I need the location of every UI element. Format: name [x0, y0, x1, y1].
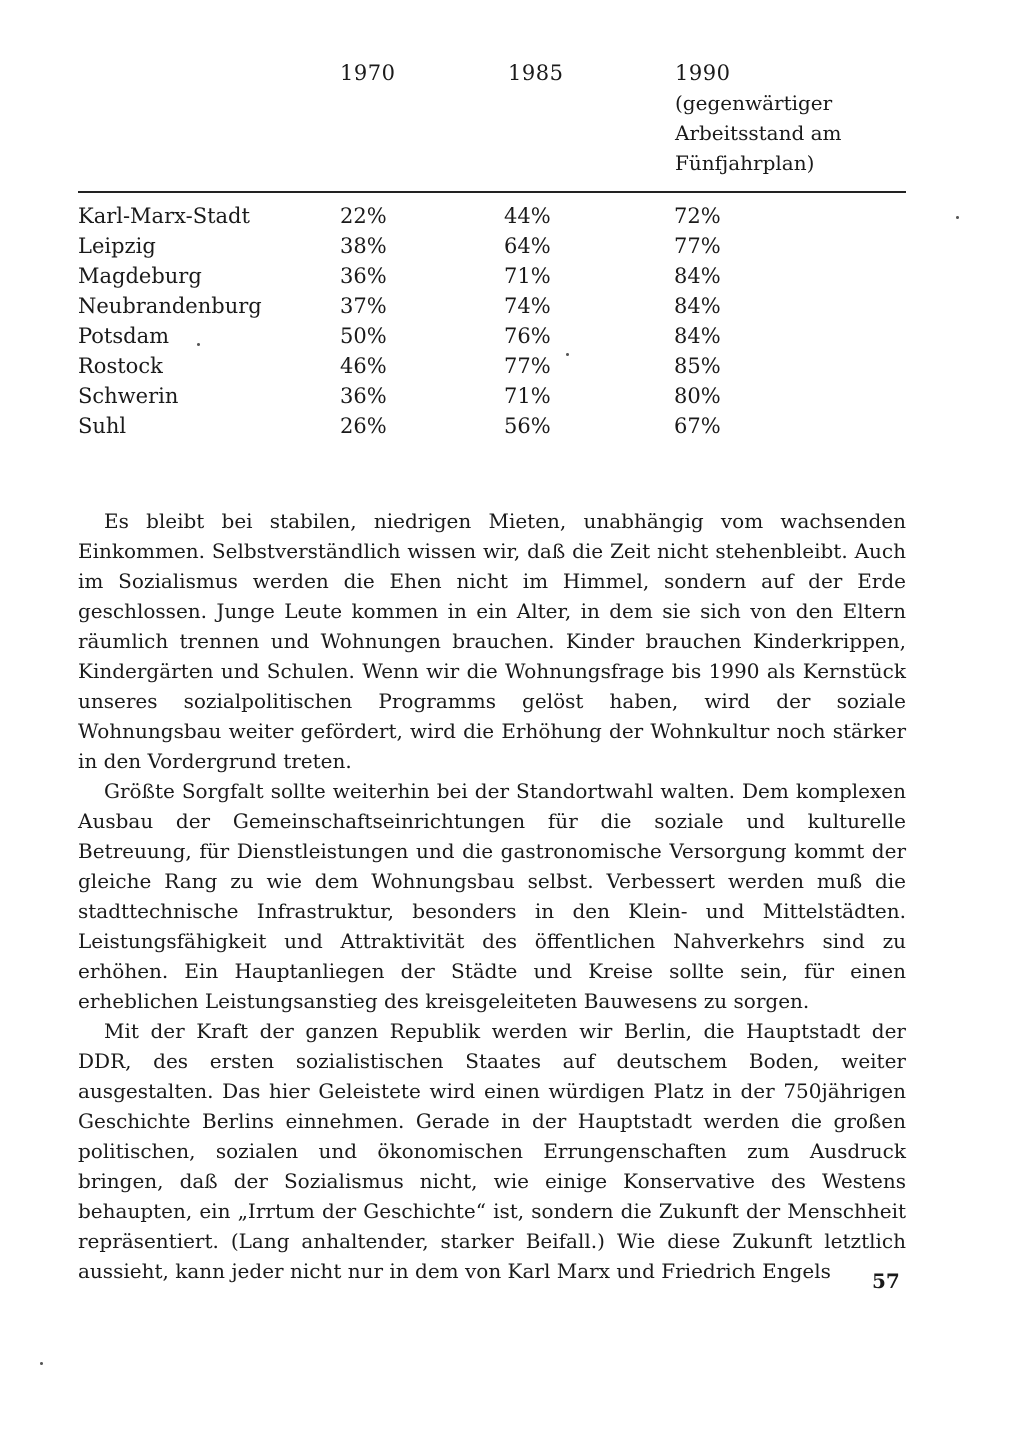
table-row: [78, 201, 908, 231]
table-body: [78, 201, 908, 441]
row-value-1985: 77%: [504, 354, 551, 378]
row-value-1970: 22%: [340, 204, 387, 228]
row-value-1990: 67%: [674, 414, 721, 438]
column-header-1990-note: (gegenwärtiger Arbeitsstand am Fünfjahrplan): [675, 91, 842, 175]
row-value-1985: 76%: [504, 324, 551, 348]
row-city: Suhl: [78, 414, 127, 438]
paragraph: Mit der Kraft der ganzen Republik werden wir Berlin, die Hauptstadt der DDR, des ersten sozialistischen Staates auf deutschem Boden, weiter ausgestalten. Das hier Geleistete wird einen würdigen Platz in der 750jährigen Geschichte Berlins einnehmen. Gerade in der Hauptstadt werden die großen politischen, sozialen und ökonomischen Errungenschaften zum Ausdruck bringen, daß der Sozialismus nicht, wie einige Konservative des Westens behaupten, ein „Irrtum der Geschichte“ ist, sondern die Zukunft der Menschheit repräsentiert. (Lang anhaltender, starker Beifall.) Wie diese Zukunft letztlich aussieht, kann jeder nicht nur in dem von Karl Marx und Friedrich Engels: [78, 1019, 906, 1283]
row-value-1990: 77%: [674, 234, 721, 258]
row-value-1990: 85%: [674, 354, 721, 378]
scan-speck: [956, 216, 959, 219]
paragraph: Es bleibt bei stabilen, niedrigen Mieten, unabhängig vom wachsenden Einkommen. Selbstverständlich wissen wir, daß die Zeit nicht stehenbleibt. Auch im Sozialismus werden die Ehen nicht im Himmel, sondern auf der Erde geschlossen. Junge Leute kommen in ein Alter, in dem sie sich von den Eltern räumlich trennen und Wohnungen brauchen. Kinder brauchen Kinderkrippen, Kindergärten und Schulen. Wenn wir die Wohnungsfrage bis 1990 als Kernstück unseres sozialpolitischen Programms gelöst haben, wird der soziale Wohnungsbau weiter gefördert, wird die Erhöhung der Wohnkultur noch stärker in den Vordergrund treten.: [78, 509, 906, 773]
row-value-1970: 36%: [340, 384, 387, 408]
row-value-1970: 36%: [340, 264, 387, 288]
row-value-1970: 38%: [340, 234, 387, 258]
scan-speck: [40, 1362, 43, 1365]
row-value-1970: 50%: [340, 324, 387, 348]
column-header-1985: 1985: [508, 61, 564, 85]
table-header: [78, 58, 908, 188]
scan-speck: [197, 343, 200, 346]
row-value-1990: 72%: [674, 204, 721, 228]
row-value-1970: 26%: [340, 414, 387, 438]
row-city: Karl-Marx-Stadt: [78, 204, 250, 228]
column-header-1970: 1970: [340, 61, 396, 85]
row-value-1990: 84%: [674, 294, 721, 318]
row-value-1985: 74%: [504, 294, 551, 318]
table-row: [78, 381, 908, 411]
row-value-1985: 71%: [504, 384, 551, 408]
paragraph: Größte Sorgfalt sollte weiterhin bei der Standortwahl walten. Dem komplexen Ausbau der Gemeinschaftseinrichtungen für die soziale und kulturelle Betreuung, für Dienstleistungen und die gastronomische Versorgung kommt der gleiche Rang zu wie dem Wohnungsbau selbst. Verbessert werden muß die stadttechnische Infrastruktur, besonders in den Klein- und Mittelstädten. Leistungsfähigkeit und Attraktivität des öffentlichen Nahverkehrs sind zu erhöhen. Ein Hauptanliegen der Städte und Kreise sollte sein, für einen erheblichen Leistungsanstieg des kreisgeleiteten Bauwesens zu sorgen.: [78, 779, 906, 1013]
row-city: Potsdam: [78, 324, 170, 348]
row-value-1990: 84%: [674, 324, 721, 348]
table-divider: [78, 191, 906, 193]
row-value-1990: 84%: [674, 264, 721, 288]
page-number: 57: [872, 1269, 900, 1293]
column-header-1990: 1990: [675, 61, 731, 85]
row-value-1970: 46%: [340, 354, 387, 378]
table-row: [78, 321, 908, 351]
row-city: Schwerin: [78, 384, 179, 408]
table-row: [78, 231, 908, 261]
row-value-1985: 44%: [504, 204, 551, 228]
row-value-1990: 80%: [674, 384, 721, 408]
table-row: [78, 291, 908, 321]
row-value-1985: 71%: [504, 264, 551, 288]
row-city: Neubrandenburg: [78, 294, 262, 318]
table-row: [78, 261, 908, 291]
scan-speck: [566, 353, 569, 356]
row-city: Magdeburg: [78, 264, 202, 288]
row-value-1970: 37%: [340, 294, 387, 318]
row-city: Leipzig: [78, 234, 156, 258]
row-value-1985: 64%: [504, 234, 551, 258]
table-row: [78, 411, 908, 441]
row-city: Rostock: [78, 354, 163, 378]
body-text: [78, 506, 906, 1286]
table-row: [78, 351, 908, 381]
row-value-1985: 56%: [504, 414, 551, 438]
